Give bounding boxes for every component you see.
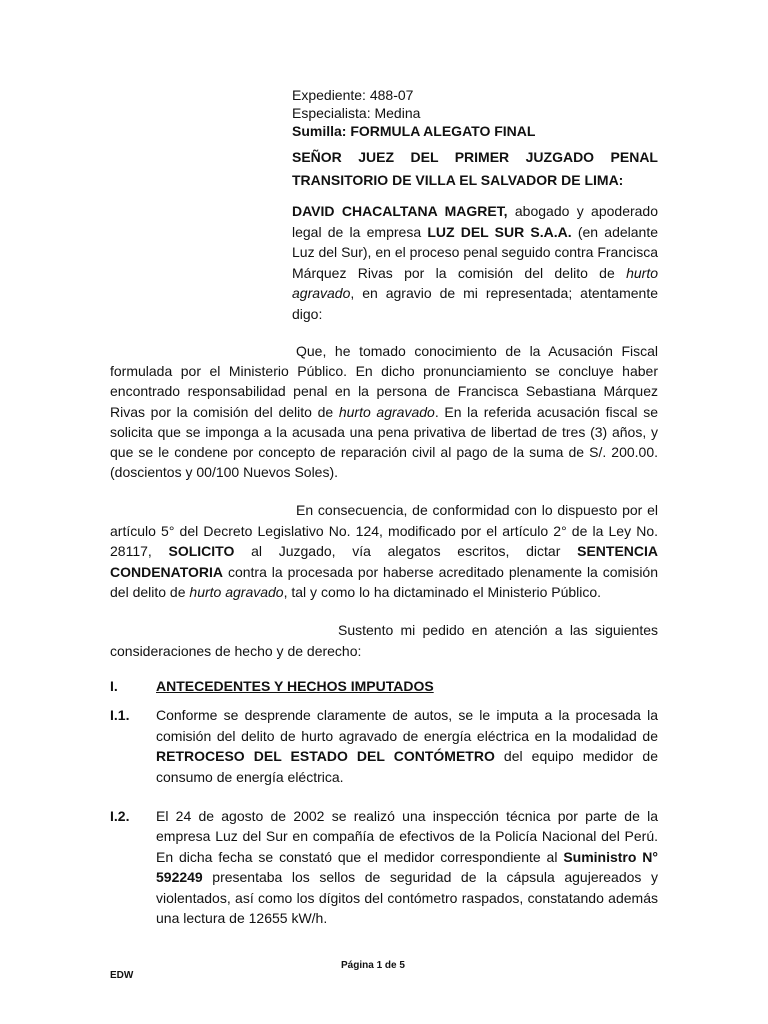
- item-1-2-text: El 24 de agosto de 2002 se realizó una inspección técnica por parte de la empresa Luz del Sur en compañía de efectivos de la Policía Nacional del Perú. En dicha fecha se constató que el medidor correspondiente al Suministro N° 592249 presentaba los sellos de seguridad de la cápsula agujereados y violentados, así como los dígitos del contómetro raspados, constatando además una lectura de 12655 kW/h.: [156, 808, 659, 927]
- especialista-line: Especialista: Medina: [292, 105, 421, 121]
- attorney-name: DAVID CHACALTANA MAGRET,: [292, 203, 508, 219]
- item-number-1-1: I.1.: [110, 707, 130, 723]
- page-number: Página 1 de 5: [341, 960, 405, 971]
- addressee: SEÑOR JUEZ DEL PRIMER JUZGADO PENAL TRANSITORIO DE VILLA EL SALVADOR DE LIMA:: [292, 149, 658, 188]
- company-name: LUZ DEL SUR S.A.A.: [427, 223, 572, 240]
- expediente-line: Expediente: 488-07: [292, 87, 414, 103]
- paragraph-sustento: Sustento mi pedido en atención a las siguientes consideraciones de hecho y de derecho:: [110, 622, 658, 659]
- section-number: I.: [110, 678, 118, 694]
- paragraph-acusacion: Que, he tomado conocimiento de la Acusación Fiscal formulada por el Ministerio Público. En dicho pronunciamiento se concluye haber encontrado responsabilidad penal en la persona de Francisca Sebastiana Márquez Rivas por la comisión del delito de hurto agravado. En la referida acusación fiscal se solicita que se imponga a la acusada una pena privativa de libertad de tres (3) años, y que se le condene por concepto de reparación civil al pago de la suma de S/. 200.00. (doscientos y 00/100 Nuevos Soles).: [110, 343, 658, 481]
- sumilla-line: Sumilla: FORMULA ALEGATO FINAL: [292, 123, 536, 139]
- item-1-1-text: Conforme se desprende claramente de autos, se le imputa a la procesada la comisión del delito de hurto agravado de energía eléctrica en la modalidad de RETROCESO DEL ESTADO DEL CONTÓMETRO del equipo medidor de consumo de energía eléctrica.: [156, 707, 658, 785]
- case-header: [292, 86, 672, 140]
- paragraph-solicito: En consecuencia, de conformidad con lo dispuesto por el artículo 5° del Decreto Legislativo No. 124, modificado por el artículo 2° de la Ley No. 28117, SOLICITO al Juzgado, vía alegatos escritos, dictar SENTENCIA CONDENATORIA contra la procesada por haberse acreditado plenamente la comisión del delito de hurto agravado, tal y como lo ha dictaminado el Ministerio Público.: [110, 502, 659, 601]
- section-title: ANTECEDENTES Y HECHOS IMPUTADOS: [156, 678, 434, 694]
- item-number-1-2: I.2.: [110, 808, 130, 824]
- intro-paragraph: DAVID CHACALTANA MAGRET, abogado y apoderado legal de la empresa LUZ DEL SUR S.A.A. (en adelante Luz del Sur), en el proceso penal seguido contra Francisca Márquez Rivas por la comisión del delito de hurto agravado, en agravio de mi representada; atentamente digo:: [292, 203, 659, 322]
- author-initials: EDW: [110, 970, 134, 981]
